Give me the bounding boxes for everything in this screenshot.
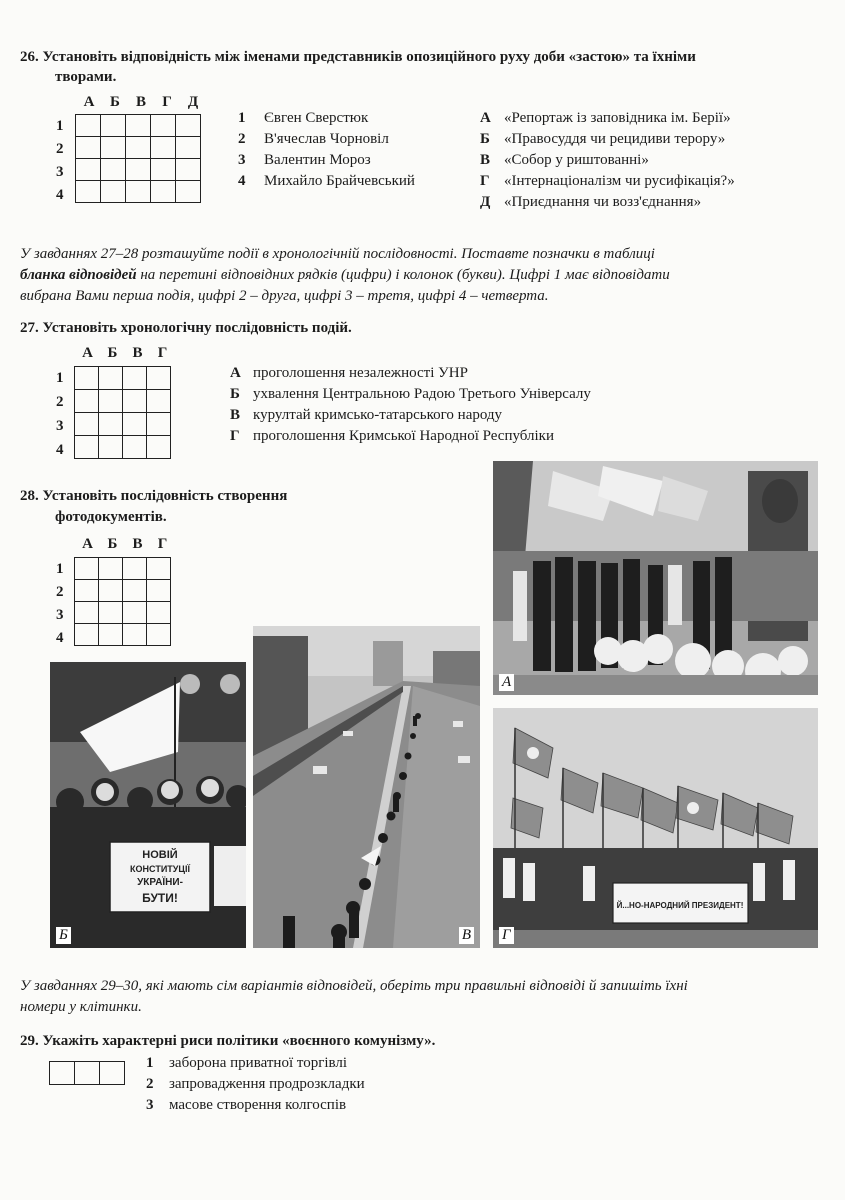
q28-cell[interactable] bbox=[99, 580, 123, 602]
q26-cell[interactable] bbox=[76, 137, 101, 159]
q28-title-line1: Установіть послідовність створення bbox=[42, 488, 288, 504]
instructions-29-30 bbox=[20, 976, 826, 1018]
q27-event-v: В курултай кримсько-татарського народу bbox=[230, 407, 503, 423]
q26-cell[interactable] bbox=[176, 181, 201, 203]
q29-title bbox=[20, 1031, 435, 1051]
q26-cell[interactable] bbox=[176, 137, 201, 159]
q26-work-a: А «Репортаж із заповідника ім. Берії» bbox=[480, 110, 731, 126]
q27-cell[interactable] bbox=[147, 413, 171, 436]
instructions-27-28 bbox=[20, 244, 826, 307]
q27-title-text: Установіть хронологічну послідовність подій. bbox=[42, 320, 352, 336]
q26-title-line2: творами. bbox=[55, 69, 117, 85]
q27-col-a: А bbox=[82, 345, 93, 361]
q27-cell[interactable] bbox=[147, 367, 171, 390]
q29-answer-box-2[interactable] bbox=[75, 1062, 100, 1085]
q26-cell[interactable] bbox=[151, 159, 176, 181]
q26-work-g: Г «Інтернаціоналізм чи русифікація?» bbox=[480, 173, 735, 189]
q29-answer-boxes bbox=[49, 1061, 125, 1085]
q26-col-b: Б bbox=[110, 94, 120, 110]
photo-v-label: В bbox=[459, 927, 474, 944]
q26-cell[interactable] bbox=[126, 181, 151, 203]
q27-row-3: 3 bbox=[56, 418, 64, 434]
q26-cell[interactable] bbox=[76, 181, 101, 203]
q27-cell[interactable] bbox=[75, 367, 99, 390]
q26-number: 26. bbox=[20, 49, 39, 65]
q27-cell[interactable] bbox=[75, 413, 99, 436]
q26-answer-grid bbox=[75, 114, 201, 203]
photo-b-poster-line3: УКРАЇНИ- bbox=[137, 877, 183, 888]
q28-cell[interactable] bbox=[123, 580, 147, 602]
q26-cell[interactable] bbox=[126, 137, 151, 159]
photo-g-label: Г bbox=[499, 927, 514, 944]
q26-cell[interactable] bbox=[126, 115, 151, 137]
q28-number: 28. bbox=[20, 488, 39, 504]
q28-cell[interactable] bbox=[123, 558, 147, 580]
q26-cell[interactable] bbox=[76, 115, 101, 137]
q26-person-1: 1 Євген Сверстюк bbox=[238, 110, 369, 126]
q27-cell[interactable] bbox=[99, 367, 123, 390]
photo-b-poster-line1: НОВІЙ bbox=[142, 849, 178, 861]
q26-work-b: Б «Правосуддя чи рецидиви терору» bbox=[480, 131, 726, 147]
q26-cell[interactable] bbox=[151, 137, 176, 159]
q28-title-line2: фотодокументів. bbox=[55, 509, 167, 525]
q27-number: 27. bbox=[20, 320, 39, 336]
q27-event-a: А проголошення незалежності УНР bbox=[230, 365, 468, 381]
q26-cell[interactable] bbox=[76, 159, 101, 181]
q27-cell[interactable] bbox=[123, 436, 147, 459]
q28-col-v: В bbox=[132, 536, 143, 552]
q27-event-b: Б ухвалення Центральною Радою Третього Універсалу bbox=[230, 386, 591, 402]
q28-col-b: Б bbox=[107, 536, 118, 552]
q27-cell[interactable] bbox=[123, 367, 147, 390]
q27-cell[interactable] bbox=[123, 413, 147, 436]
q28-row-1: 1 bbox=[56, 561, 64, 577]
q28-cell[interactable] bbox=[147, 624, 171, 646]
q28-cell[interactable] bbox=[147, 602, 171, 624]
q26-cell[interactable] bbox=[101, 115, 126, 137]
q27-cell[interactable] bbox=[147, 436, 171, 459]
instructions-27-28-line1: У завданнях 27–28 розташуйте події в хронологічній послідовності. Поставте позначки в таблиці bbox=[20, 246, 655, 262]
q26-title-line1: Установіть відповідність між іменами представників опозиційного руху доби «застою» та їхніми bbox=[42, 49, 696, 65]
q26-title bbox=[20, 47, 696, 67]
q26-col-v: В bbox=[135, 94, 146, 110]
q27-cell[interactable] bbox=[99, 413, 123, 436]
q26-cell[interactable] bbox=[101, 159, 126, 181]
q26-row-1: 1 bbox=[56, 118, 64, 134]
q27-row-1: 1 bbox=[56, 370, 64, 386]
q27-col-g: Г bbox=[157, 345, 168, 361]
q28-col-a: А bbox=[82, 536, 93, 552]
instructions-29-30-line2: номери у клітинки. bbox=[20, 999, 142, 1015]
photo-a-image bbox=[493, 461, 818, 695]
q26-cell[interactable] bbox=[176, 115, 201, 137]
instructions-29-30-line1: У завданнях 29–30, які мають сім варіантів відповідей, оберіть три правильні відповіді й запишіть їхні bbox=[20, 978, 688, 994]
q26-cell[interactable] bbox=[101, 137, 126, 159]
q28-cell[interactable] bbox=[75, 602, 99, 624]
q28-cell[interactable] bbox=[123, 602, 147, 624]
q29-option-1: 1 заборона приватної торгівлі bbox=[146, 1055, 348, 1071]
q27-col-v: В bbox=[132, 345, 143, 361]
q28-cell[interactable] bbox=[123, 624, 147, 646]
q27-answer-grid bbox=[74, 366, 171, 459]
q28-cell[interactable] bbox=[99, 558, 123, 580]
q27-cell[interactable] bbox=[75, 390, 99, 413]
photo-b bbox=[50, 662, 246, 948]
q28-title bbox=[20, 486, 287, 506]
q27-row-4: 4 bbox=[56, 442, 64, 458]
q28-cell[interactable] bbox=[147, 558, 171, 580]
q26-cell[interactable] bbox=[151, 181, 176, 203]
q27-cell[interactable] bbox=[99, 436, 123, 459]
q29-option-2: 2 запровадження продрозкладки bbox=[146, 1076, 365, 1092]
q28-cell[interactable] bbox=[99, 624, 123, 646]
q29-title-text: Укажіть характерні риси політики «воєнного комунізму». bbox=[42, 1033, 436, 1049]
photo-b-poster-line4: БУТИ! bbox=[142, 891, 178, 905]
q27-cell[interactable] bbox=[147, 390, 171, 413]
q26-person-4: 4 Михайло Брайчевський bbox=[238, 173, 415, 189]
q26-row-2: 2 bbox=[56, 141, 64, 157]
q28-cell[interactable] bbox=[99, 602, 123, 624]
photo-v bbox=[253, 626, 480, 948]
q27-cell[interactable] bbox=[99, 390, 123, 413]
q26-cell[interactable] bbox=[101, 181, 126, 203]
q29-answer-box-1[interactable] bbox=[50, 1062, 75, 1085]
q28-answer-grid bbox=[74, 557, 171, 646]
instructions-27-28-line2: бланка відповідей на перетині відповідних рядків (цифри) і колонок (букви). Цифрі 1 має відповідати bbox=[20, 267, 670, 283]
photo-b-image bbox=[50, 662, 246, 948]
q28-cell[interactable] bbox=[147, 580, 171, 602]
q26-col-g: Г bbox=[162, 94, 172, 110]
q27-row-2: 2 bbox=[56, 394, 64, 410]
q28-cell[interactable] bbox=[75, 624, 99, 646]
q28-cell[interactable] bbox=[75, 580, 99, 602]
q26-row-4: 4 bbox=[56, 187, 64, 203]
photo-b-label: Б bbox=[56, 927, 71, 944]
q28-cell[interactable] bbox=[75, 558, 99, 580]
q28-col-g: Г bbox=[157, 536, 168, 552]
q26-col-d: Д bbox=[187, 94, 199, 110]
photo-g-banner-text: Й...НО-НАРОДНИЙ ПРЕЗИДЕНТ! bbox=[616, 901, 744, 910]
q26-person-3: 3 Валентин Мороз bbox=[238, 152, 371, 168]
q28-row-3: 3 bbox=[56, 607, 64, 623]
q26-row-3: 3 bbox=[56, 164, 64, 180]
photo-g bbox=[493, 708, 818, 948]
q28-row-4: 4 bbox=[56, 630, 64, 646]
q29-number: 29. bbox=[20, 1033, 39, 1049]
q26-person-2: 2 В'ячеслав Чорновіл bbox=[238, 131, 389, 147]
q29-answer-box-3[interactable] bbox=[100, 1062, 125, 1085]
q27-col-b: Б bbox=[107, 345, 118, 361]
q28-row-2: 2 bbox=[56, 584, 64, 600]
q26-col-a: А bbox=[83, 94, 95, 110]
q26-work-v: В «Собор у риштованні» bbox=[480, 152, 649, 168]
q27-title bbox=[20, 318, 352, 338]
instructions-27-28-line3: вибрана Вами перша подія, цифрі 2 – друга, цифрі 3 – третя, цифрі 4 – четверта. bbox=[20, 288, 549, 304]
photo-v-image bbox=[253, 626, 480, 948]
photo-g-image bbox=[493, 708, 818, 948]
q26-cell[interactable] bbox=[126, 159, 151, 181]
q27-event-g: Г проголошення Кримської Народної Республіки bbox=[230, 428, 554, 444]
photo-a-label: А bbox=[499, 674, 514, 691]
q27-cell[interactable] bbox=[75, 436, 99, 459]
photo-a bbox=[493, 461, 818, 695]
photo-b-poster-line2: КОНСТИТУЦІЇ bbox=[130, 864, 190, 874]
q26-cell[interactable] bbox=[176, 159, 201, 181]
q26-cell[interactable] bbox=[151, 115, 176, 137]
q27-cell[interactable] bbox=[123, 390, 147, 413]
q29-option-3: 3 масове створення колгоспів bbox=[146, 1097, 347, 1113]
q26-work-d: Д «Приєднання чи возз'єднання» bbox=[480, 194, 702, 210]
